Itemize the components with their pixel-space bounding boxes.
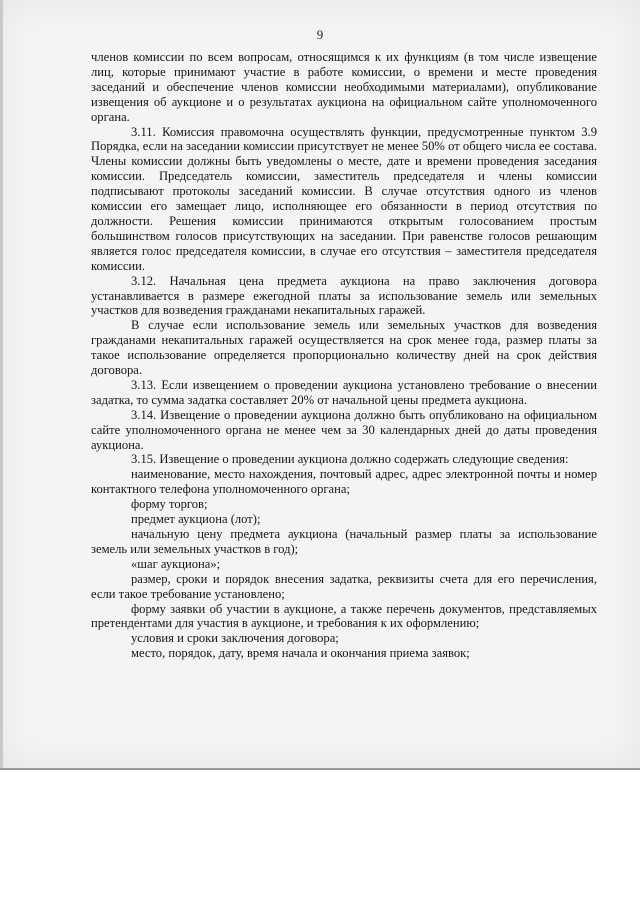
paragraph: наименование, место нахождения, почтовый адрес, адрес электронной почты и номер контактного телефона уполномоченного органа; <box>91 467 597 497</box>
document-body <box>91 50 597 661</box>
paragraph: 3.14. Извещение о проведении аукциона должно быть опубликовано на официальном сайте уполномоченного органа не менее чем за 30 календарных дней до даты проведения аукциона. <box>91 407 597 452</box>
paragraph: место, порядок, дату, время начала и окончания приема заявок; <box>131 646 470 661</box>
paragraph: размер, сроки и порядок внесения задатка, реквизиты счета для его перечисления, если такое требование установлено; <box>91 571 597 601</box>
paragraph: начальную цену предмета аукциона (начальный размер платы за использование земель или земельных участков в год); <box>91 527 597 556</box>
paragraph: форму заявки об участии в аукционе, а также перечень документов, представляемых претендентами для участия в аукционе, и требования к их оформлению; <box>91 601 597 631</box>
paragraph: предмет аукциона (лот); <box>131 512 261 527</box>
paragraph: членов комиссии по всем вопросам, относящимся к их функциям (в том числе извещение лиц, которые принимают участие в работе комиссии, о времени и месте проведения заседаний и обеспечение членов комиссии необходимыми материалами), опубликование извещения об аукционе и о результатах аукциона на официальном сайте уполномоченного органа. <box>91 50 597 124</box>
paragraph: В случае если использование земель или земельных участков для возведения гражданами некапитальных гаражей осуществляется на срок менее года, размер платы за такое использование определяется пропорционально количеству дней на срок действия договора. <box>91 318 597 378</box>
scan-edge <box>0 0 3 768</box>
paragraph: форму торгов; <box>131 497 208 512</box>
paragraph: 3.15. Извещение о проведении аукциона должно содержать следующие сведения: <box>131 452 569 467</box>
paragraph: 3.12. Начальная цена предмета аукциона на право заключения договора устанавливается в размере ежегодной платы за использование земель или земельных участков для возведения гражданами некапитальных гаражей. <box>91 273 597 318</box>
paragraph: «шаг аукциона»; <box>131 556 221 571</box>
paragraph: условия и сроки заключения договора; <box>131 631 339 646</box>
blank-margin <box>0 770 640 905</box>
page-number: 9 <box>316 27 324 42</box>
paragraph: 3.13. Если извещением о проведении аукциона установлено требование о внесении задатка, то сумма задатка составляет 20% от начальной цены предмета аукциона. <box>91 377 597 407</box>
paragraph: 3.11. Комиссия правомочна осуществлять функции, предусмотренные пунктом 3.9 Порядка, если на заседании комиссии присутствует не менее 50% от общего числа ее состава. Члены комиссии должны быть уведомлены о месте, дате и времени проведения заседания комиссии. Председатель комиссии, заместитель председателя и члены комиссии подписывают протоколы заседаний комиссии. В случае отсутствия одного из членов комиссии его замещает лицо, исполняющее его обязанности в период отсутствия по должности. Решения комиссии принимаются открытым голосованием простым большинством голосов присутствующих на заседании. При равенстве голосов решающим является голос председателя комиссии, в случае его отсутствия – заместителя председателя комиссии. <box>91 124 597 273</box>
